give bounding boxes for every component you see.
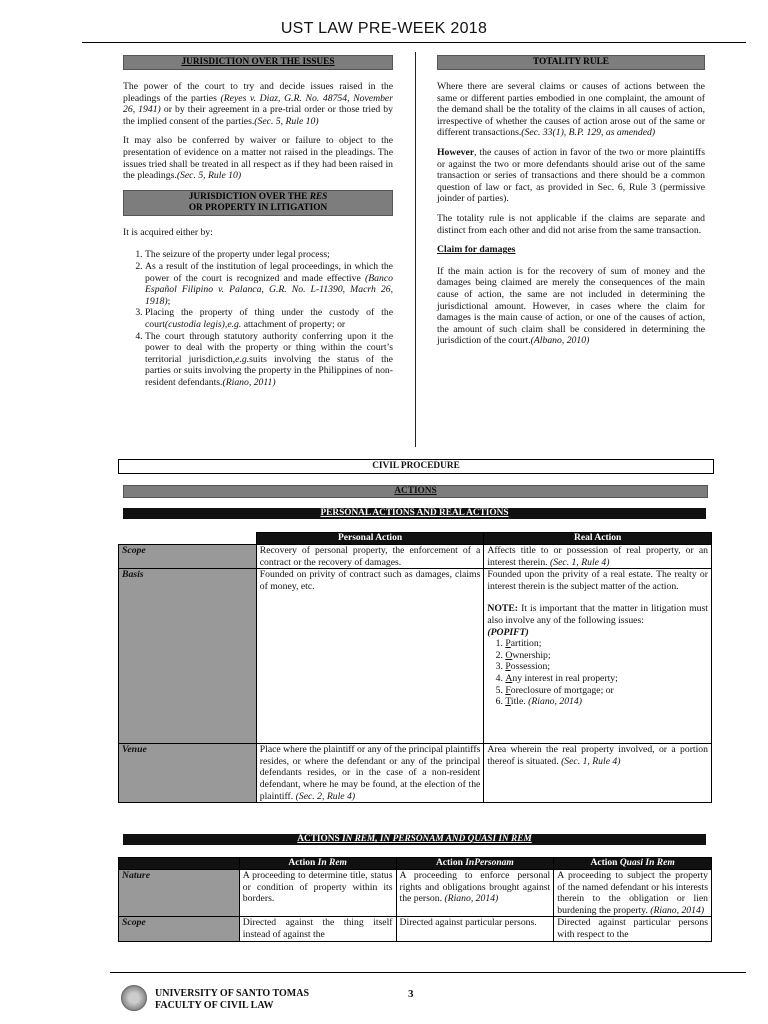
section-heading-res [123, 190, 393, 216]
cell [396, 870, 554, 917]
list-item [505, 661, 708, 673]
paragraph [123, 81, 393, 127]
citation: (Sec. 5, Rule 10) [254, 115, 319, 127]
cell: Recovery of personal property, the enforcement of a contract or the recovery of damages. [256, 545, 484, 569]
footer-rule [110, 972, 746, 973]
list-item [505, 650, 708, 662]
cell: Directed against the thing itself instead of against the [239, 917, 396, 941]
cell [484, 545, 712, 569]
text: Action [435, 858, 466, 868]
list-item [505, 696, 708, 708]
column-divider [415, 52, 416, 447]
table-header-row [119, 858, 712, 870]
row-label: Scope [119, 917, 240, 941]
citation: (Riano, 2014) [528, 696, 582, 708]
cell: Directed against particular persons. [396, 917, 554, 941]
section-heading-totality: TOTALITY RULE [437, 55, 705, 70]
citation: (Riano, 2014) [650, 904, 705, 916]
text: NOTE: [487, 603, 519, 615]
university-seal-icon [121, 985, 147, 1011]
list-item [505, 685, 708, 697]
citation: (custodia legis),e.g. [164, 318, 242, 330]
citation: (Riano, 2014) [444, 893, 499, 905]
civil-procedure-heading: CIVIL PROCEDURE [118, 459, 714, 474]
left-column [123, 55, 393, 388]
heading-text: ACTIONS [297, 834, 342, 844]
citation: (Sec. 2, Rule 4) [295, 790, 356, 802]
text: Title. [505, 696, 526, 708]
text: It may also be conferred by waiver or failure to object to the presentation of evidence on a matter not raised in the pleadings. The issues tried shall be treated in all respect as if they had been raised in the pleadings. [123, 135, 393, 182]
text: Quasi In Rem [619, 858, 675, 868]
row-label: Venue [119, 744, 257, 803]
row-label: Nature [119, 870, 240, 917]
paragraph [437, 147, 705, 205]
heading-text: RES [309, 191, 328, 202]
header-quasi-in-rem [554, 858, 712, 870]
heading-text: OR PROPERTY IN LITIGATION [188, 202, 328, 213]
text: e.g. [235, 353, 250, 365]
rem-personam-heading [123, 834, 706, 845]
citation: (Sec. 33(1), B.P. 129, as amended) [521, 127, 656, 139]
page-title: UST LAW PRE-WEEK 2018 [280, 20, 488, 37]
header-rule [82, 42, 746, 43]
heading-text: IN REM, IN PERSONAM AND QUASI IN REM [341, 834, 532, 844]
text: Foreclosure of mortgage; or [505, 684, 614, 696]
table-row [119, 870, 712, 917]
cell [484, 744, 712, 803]
text: suits involving the status of the parties or suits involving the property in the Philippines of non-resident defendants. [145, 353, 393, 388]
cell [256, 744, 484, 803]
cell [484, 569, 712, 744]
text: or by their agreement in a pre-trial order or those tried by the implied consent of the parties. [123, 104, 393, 127]
list-item [145, 261, 393, 307]
row-label: Basis [119, 569, 257, 744]
paragraph [123, 135, 393, 181]
footer-institution [155, 988, 309, 1012]
text: A proceeding to enforce personal rights and obligations brought against the person. [399, 870, 551, 905]
list-item [145, 331, 393, 389]
text: Action [288, 858, 318, 868]
paragraph [437, 81, 705, 139]
table-header-row [119, 533, 712, 545]
note [487, 603, 708, 626]
text: Any interest in real property; [505, 672, 618, 684]
page-header [0, 0, 768, 44]
text: Ownership; [505, 649, 551, 661]
header-personal: Personal Action [256, 533, 484, 545]
table-row [119, 917, 712, 941]
rem-table [118, 857, 712, 942]
text: ; [167, 295, 171, 307]
personal-real-heading: PERSONAL ACTIONS AND REAL ACTIONS [123, 508, 706, 519]
university-name: UNIVERSITY OF SANTO TOMAS [155, 988, 310, 999]
personal-real-table [118, 532, 712, 803]
citation: (Sec. 1, Rule 4) [561, 755, 621, 767]
section-heading-issues: JURISDICTION OVER THE ISSUES [123, 55, 393, 70]
empty-header [119, 858, 240, 870]
citation: (Riano, 2011) [222, 376, 276, 388]
table-row [119, 545, 712, 569]
paragraph: It is acquired either by: [123, 226, 213, 238]
text: Placing the property of thing under the custody of the court [145, 307, 393, 330]
text: attachment of property; or [241, 318, 346, 330]
right-column [437, 55, 705, 355]
text: Possession; [505, 661, 551, 673]
text: Action [590, 858, 620, 868]
table-row [119, 569, 712, 744]
acquisition-list [123, 249, 393, 388]
citation: (Reyes v. Diaz, G.R. No. 48754, November 26, 1941) [123, 92, 394, 116]
cell: Founded on privity of contract such as damages, claims of money, etc. [256, 569, 484, 744]
row-label: Scope [119, 545, 257, 569]
text: Partition; [505, 638, 542, 650]
list-item [145, 249, 393, 261]
text: However [437, 146, 475, 158]
actions-heading: ACTIONS [123, 485, 708, 498]
text: The power of the court to try and decide issues raised in the pleadings of the parties [123, 81, 393, 104]
text: The seizure of the property under legal process; [145, 249, 330, 261]
cell [554, 870, 712, 917]
cell: Directed against particular persons with respect to the [554, 917, 712, 941]
citation: (Sec. 1, Rule 4) [550, 556, 610, 568]
page-number: 3 [408, 988, 414, 1000]
text: InPersonam [465, 858, 514, 868]
text: , the causes of action in favor of the two or more plaintiffs or against the two or more defendants should arise out of the same transaction or series of transactions and there should be a common question of law or fact, as provided in Sec. 6, Rule 3 (permissive joinder of parties). [437, 146, 705, 205]
text: If the main action is for the recovery of sum of money and the damages being claimed are merely the consequences of the main cause of action, the same are not included in determining the jurisdictional amount. However, in cases where the claim for damages is the main cause of action, or one of the causes of action, the amount of such claim shall be considered in determining the jurisdiction of the court. [437, 265, 705, 347]
paragraph [437, 266, 705, 347]
faculty-name: FACULTY OF CIVIL LAW [155, 1000, 274, 1011]
empty-header [119, 533, 257, 545]
text: Founded upon the privity of a real estate. The realty or interest therein is the subject matter of the action. [487, 569, 708, 592]
table-row [119, 744, 712, 803]
subheading-claim-damages: Claim for damages [437, 244, 516, 256]
header-real: Real Action [484, 533, 712, 545]
text: In Rem [317, 858, 347, 868]
text: Area wherein the real property involved, or a portion thereof is situated. [487, 744, 708, 767]
text: A proceeding to subject the property of the named defendant or his interests therein to the obligation or lien burdening the property. [557, 870, 708, 916]
citation: (Sec. 5, Rule 10) [176, 170, 242, 182]
popift-list [487, 638, 708, 708]
citation: (Banco Español Filipino v. Palanca, G.R. No. L-11390, Macrh 26, 1918) [145, 272, 393, 307]
text: Affects title to or possession of real property, or an interest therein. [487, 545, 708, 568]
header-in-rem [239, 858, 396, 870]
text: Place where the plaintiff or any of the principal plaintiffs resides, or where the defendant or any of the principal defendants resides, or in the case of a non-resident defendant, where he may be found, at the election of the plaintiff. [259, 744, 481, 802]
list-item [505, 638, 708, 650]
text: As a result of the institution of legal proceedings, in which the power of the court is recognized and made effective [145, 260, 393, 284]
citation: (Albano, 2010) [530, 335, 590, 347]
header-in-personam [396, 858, 554, 870]
text: Where there are several claims or causes of actions between the same or different parties embodied in one complaint, the amount of the demand shall be the totality of the claims in all causes of action, irrespective of whether the causes of action arose out of the same or different transactions. [437, 81, 705, 139]
cell: A proceeding to determine title, status or condition of property within its borders. [239, 870, 396, 917]
paragraph: The totality rule is not applicable if the claims are separate and distinct from each other and did not arise from the same transaction. [437, 212, 705, 236]
list-item [505, 673, 708, 685]
heading-text: JURISDICTION OVER THE [188, 191, 310, 202]
list-item [145, 307, 393, 330]
text: The court through statutory authority conferring upon it the power to deal with the property or thing within the court’s territorial jurisdiction, [145, 330, 393, 365]
popift-label: (POPIFT) [487, 626, 529, 638]
text: It is important that the matter in litigation must also involve any of the following issues: [487, 603, 708, 626]
